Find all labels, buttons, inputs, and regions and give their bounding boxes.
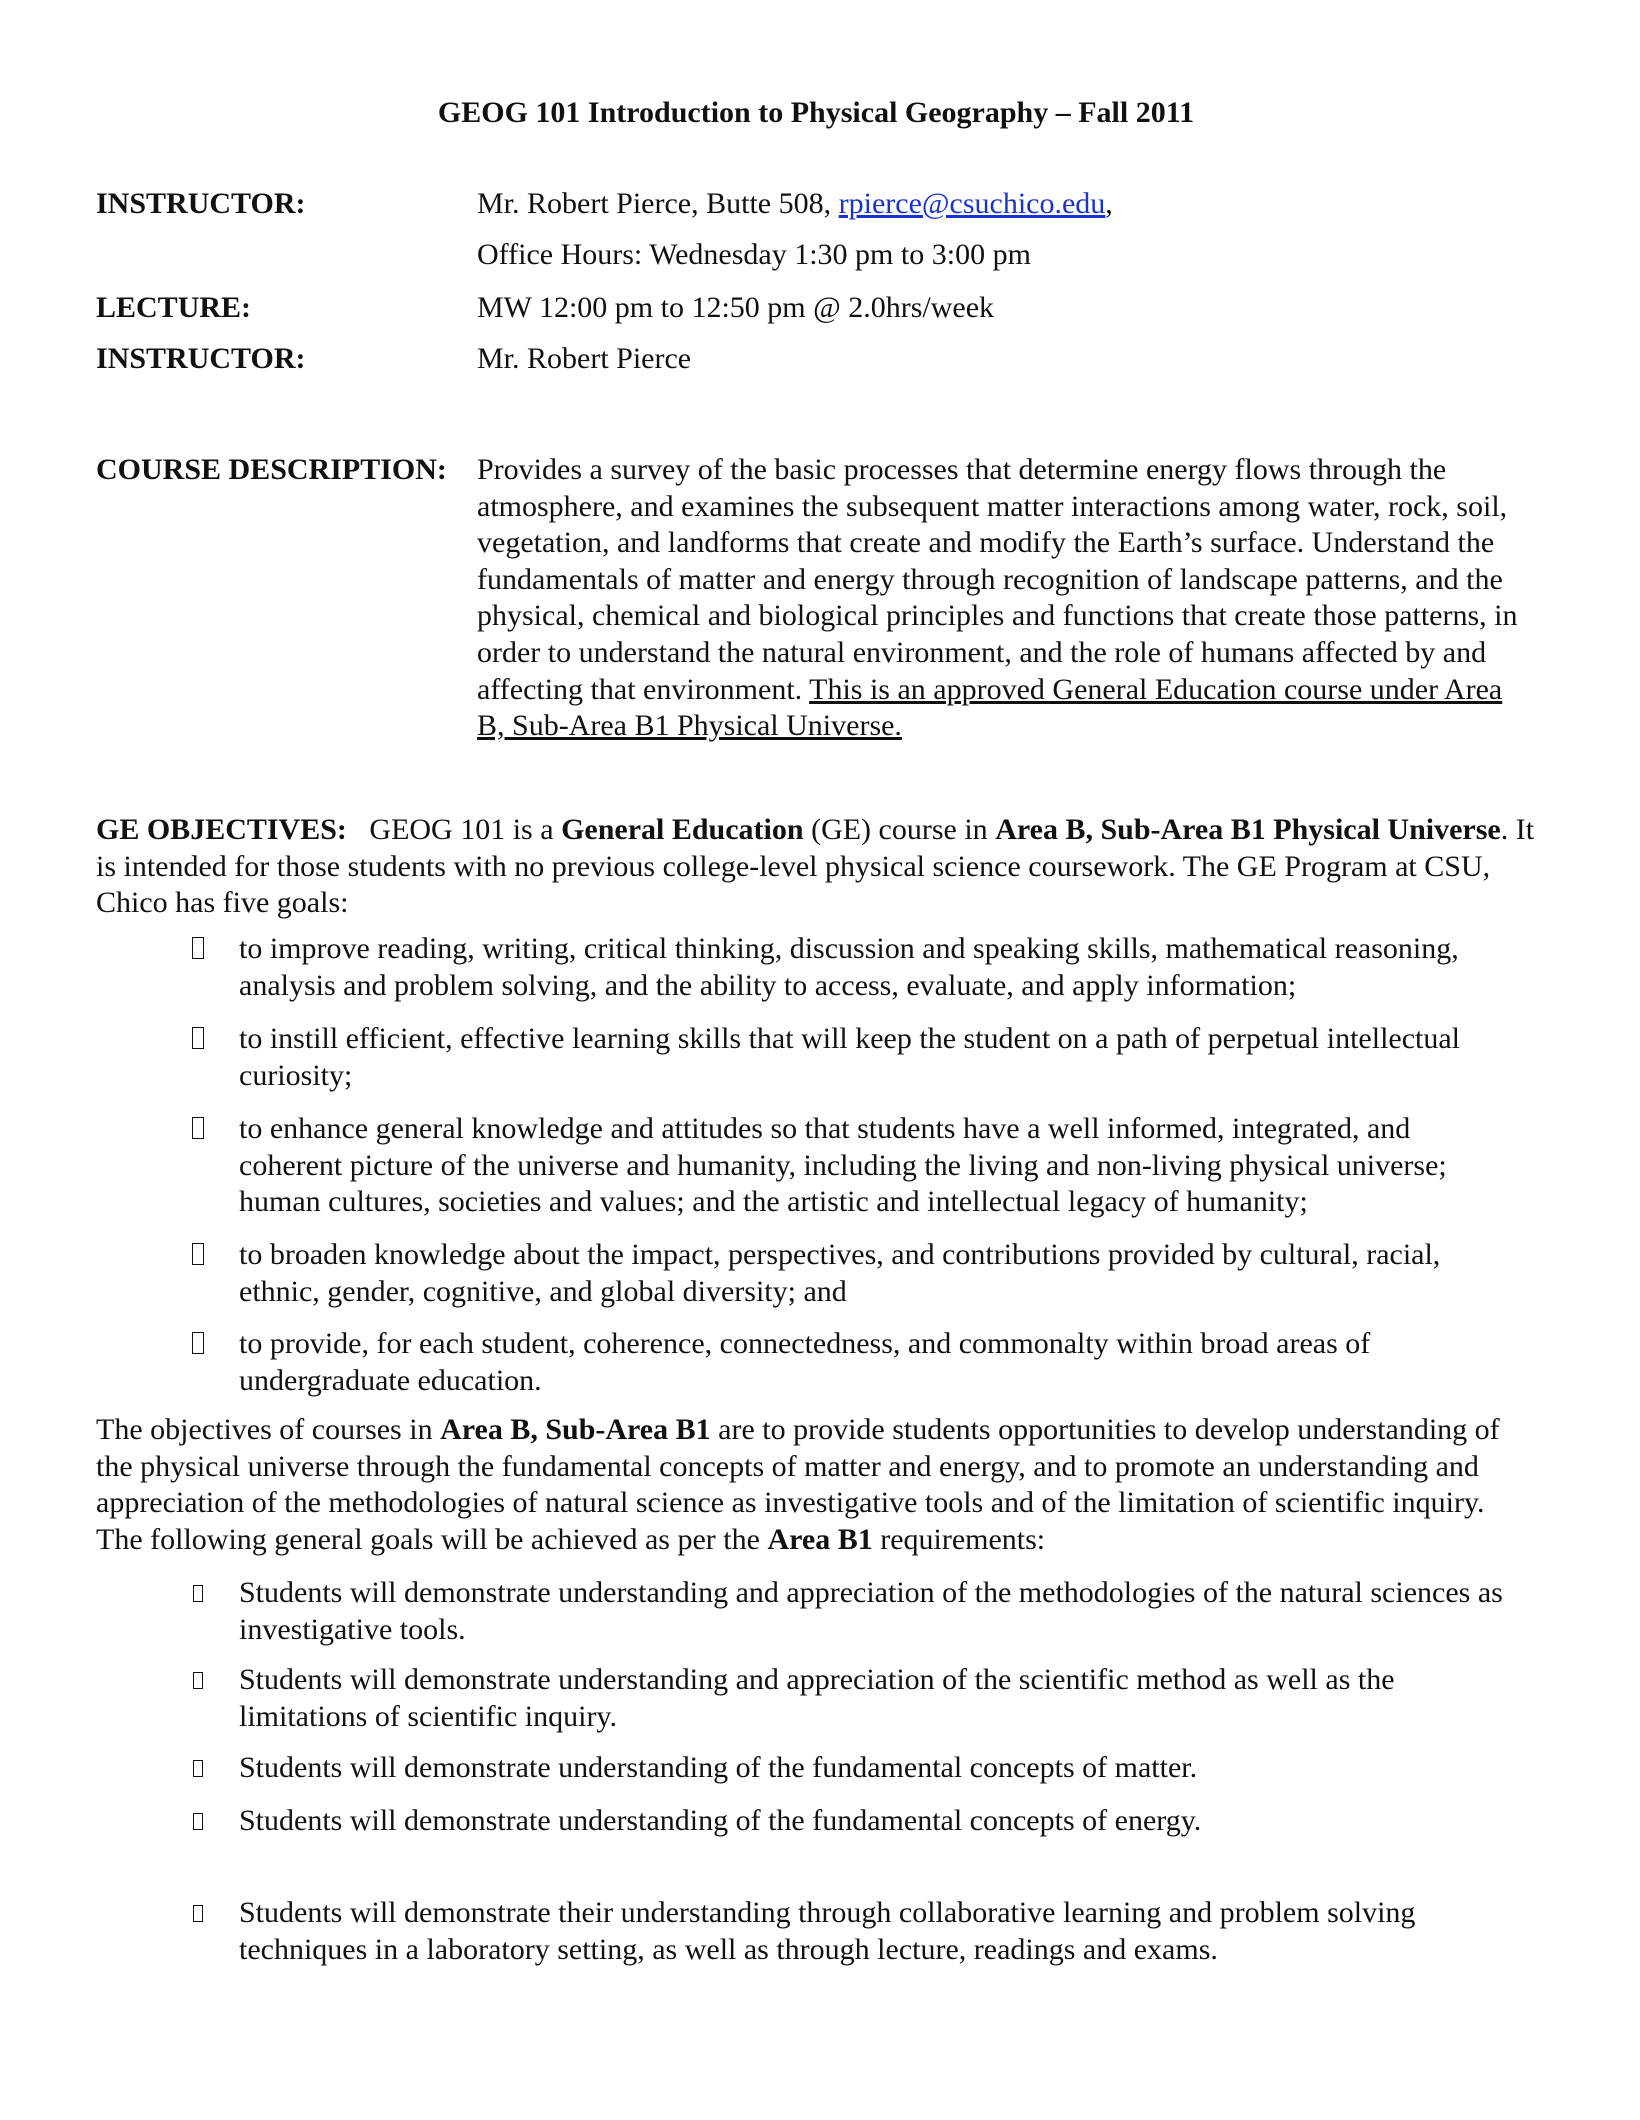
bullet-box-icon bbox=[192, 1243, 204, 1265]
instructor-email-link[interactable]: rpierce@csuchico.edu bbox=[838, 187, 1106, 220]
area-b1-text-3: requirements: bbox=[872, 1522, 1046, 1556]
bullet-box-icon bbox=[193, 1672, 203, 1689]
ge-goal-text: to broaden knowledge about the impact, perspectives, and contributions provided by cultural, racial, ethnic, gender, cognitive, and global diversity; and bbox=[239, 1238, 1441, 1308]
course-description-body: Provides a survey of the basic processes that determine energy flows through the atmosphere, and examines the subsequent matter interactions among water, rock, soil, vegetation, and landforms that create and modify the Earth’s surface. Understand the fundamentals of matter and energy through recognition of landscape patterns, and the physical, chemical and biological principles and functions that create those patterns, in order to understand the natural environment, and the role of humans affected by and affecting that environment. bbox=[477, 453, 1518, 706]
bullet-box-icon bbox=[193, 1813, 203, 1830]
course-description-label: COURSE DESCRIPTION: bbox=[96, 453, 447, 486]
ge-objectives-intro bbox=[96, 812, 1536, 922]
ge-goal-text: to provide, for each student, coherence, connectedness, and commonalty within broad areas of undergraduate education. bbox=[239, 1327, 1371, 1397]
instructor2-label: INSTRUCTOR: bbox=[96, 342, 306, 375]
bullet-box-icon bbox=[192, 1027, 204, 1049]
outcome-text: Students will demonstrate their understanding through collaborative learning and problem solving techniques in a laboratory setting, as well as through lecture, readings and exams. bbox=[239, 1896, 1416, 1966]
ge-goal-text: to instill efficient, effective learning skills that will keep the student on a path of perpetual intellectual curiosity; bbox=[239, 1022, 1461, 1092]
ge-intro-text-1: GEOG 101 is a bbox=[369, 813, 562, 846]
ge-intro-text-3: . It is intended for those students with no previous college-level physical science coursework. The GE Program at CSU, Chico has five goals: bbox=[96, 813, 1535, 920]
instructor-suffix: , bbox=[1105, 187, 1113, 220]
bullet-box-icon bbox=[193, 1585, 203, 1602]
area-b1-paragraph bbox=[96, 1412, 1536, 1558]
ge-goal-text: to enhance general knowledge and attitudes so that students have a well informed, integrated, and coherent picture of the universe and humanity, including the living and non-living physical universe; human cultures, societies and values; and the artistic and intellectual legacy of humanity; bbox=[239, 1112, 1447, 1219]
ge-objectives-label: GE OBJECTIVES: bbox=[96, 813, 347, 846]
ge-intro-bold-1: General Education bbox=[561, 813, 804, 846]
ge-intro-text-2: (GE) course in bbox=[803, 813, 996, 846]
outcome-text: Students will demonstrate understanding and appreciation of the scientific method as well as the limitations of scientific inquiry. bbox=[239, 1663, 1395, 1733]
bullet-box-icon bbox=[192, 937, 204, 959]
outcome-text: Students will demonstrate understanding of the fundamental concepts of energy. bbox=[239, 1804, 1202, 1837]
instructor-label: INSTRUCTOR: bbox=[96, 187, 306, 220]
ge-intro-bold-2: Area B, Sub-Area B1 Physical Universe bbox=[995, 813, 1501, 846]
course-description bbox=[477, 452, 1527, 745]
lecture-label: LECTURE: bbox=[96, 291, 252, 324]
instructor2-value: Mr. Robert Pierce bbox=[477, 342, 692, 375]
approved-ge-note: This is an approved General Education course under Area B, Sub-Area B1 Physical Universe. bbox=[477, 672, 1503, 743]
bullet-box-icon bbox=[192, 1117, 204, 1139]
instructor-value bbox=[477, 186, 1113, 222]
outcome-text: Students will demonstrate understanding and appreciation of the methodologies of the natural sciences as investigative tools. bbox=[239, 1576, 1503, 1646]
area-b1-text-1: The objectives of courses in bbox=[96, 1413, 441, 1446]
outcome-text: Students will demonstrate understanding of the fundamental concepts of matter. bbox=[239, 1751, 1198, 1784]
instructor-text: Mr. Robert Pierce, Butte 508, bbox=[477, 187, 839, 220]
ge-goal-text: to improve reading, writing, critical thinking, discussion and speaking skills, mathematical reasoning, analysis and problem solving, and the ability to access, evaluate, and apply information; bbox=[239, 932, 1459, 1002]
area-b1-text-2: are to provide students opportunities to develop understanding of the physical universe through the fundamental concepts of matter and energy, and to promote an understanding and appreciation of the methodologies of natural science as investigative tools and of the limitation of scientific inquiry. The following general goals will be achieved as per the bbox=[96, 1413, 1500, 1556]
lecture-value: MW 12:00 pm to 12:50 pm @ 2.0hrs/week bbox=[477, 291, 995, 324]
bullet-box-icon bbox=[193, 1905, 203, 1922]
area-b1-bold-1: Area B, Sub-Area B1 bbox=[440, 1413, 711, 1446]
page-title: GEOG 101 Introduction to Physical Geography – Fall 2011 bbox=[437, 96, 1195, 129]
bullet-box-icon bbox=[192, 1332, 204, 1354]
area-b1-bold-2: Area B1 bbox=[767, 1522, 873, 1556]
office-hours: Office Hours: Wednesday 1:30 pm to 3:00 pm bbox=[477, 238, 1031, 271]
bullet-box-icon bbox=[193, 1760, 203, 1777]
